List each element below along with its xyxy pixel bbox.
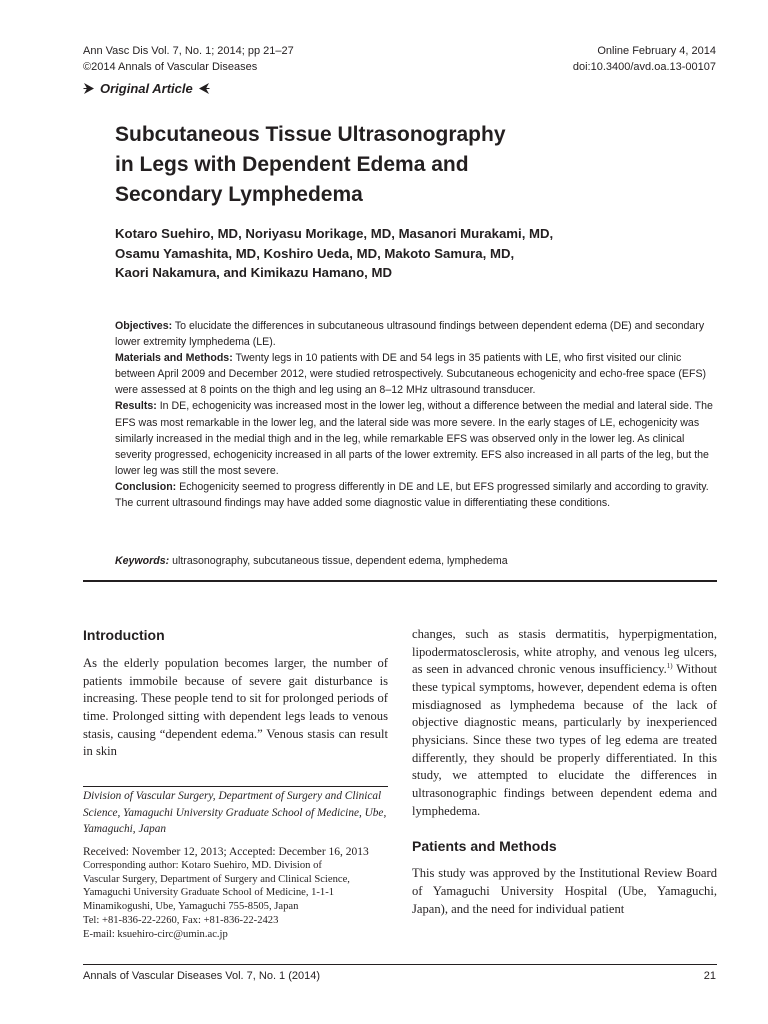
results-label: Results: [115,400,157,413]
keywords [115,553,716,569]
conclusion-label: Conclusion: [115,480,177,493]
results-text: In DE, echogenicity was increased most in the lower leg, without a difference between the medial and lateral side. The EFS was most remarkable in the lower leg, and the lateral side was more severe. In the early stages of LE, echogenicity was similarly increased in the medial thigh and in the leg, while remarkable EFS was observed only in the lower leg. As clinical severity progressed, echogenicity increased in all parts of the lower extremity. EFS also increased in all parts of the leg, but the lower leg was still the most severe. [115,400,713,477]
correspondence-line: Tel: +81-836-22-2260, Fax: +81-836-22-2423 [83,914,279,926]
correspondence-line: Yamaguchi University Graduate School of Medicine, 1-1-1 [83,887,335,899]
objectives-text: To elucidate the differences in subcutaneous ultrasound findings between dependent edema (DE) and secondary lower extremity lymphedema (LE). [115,320,705,349]
correspondence-line: Corresponding author: Kotaro Suehiro, MD. Division of [83,860,322,871]
footer-divider [83,964,717,965]
affiliation-divider [83,786,388,787]
running-header-left [83,43,294,75]
author-list [115,224,675,283]
abstract [115,318,716,511]
abstract-results [115,398,716,478]
introduction-heading: Introduction [83,627,165,643]
reference-marker: 1) [666,662,673,671]
chevron-right-icon [83,82,95,95]
correspondence [83,845,388,941]
page-number: 21 [703,970,716,982]
introduction-paragraph: As the elderly population becomes larger, the number of patients immobile because of severe gait disturbance is increasing. These people tend to sit for prolonged periods of time. Prolonged sitting with dependent legs leads to venous stasis, causing “dependent edema.” Venous stasis can result in skin [83,656,388,759]
objectives-label: Objectives: [115,320,173,332]
correspondence-line: Vascular Surgery, Department of Surgery and Clinical Science, [83,873,350,885]
patients-methods-heading: Patients and Methods [412,838,557,855]
conclusion-text: Echogenicity seemed to progress differently in DE and LE, but EFS progressed similarly and according to gravity. The current ultrasound findings may have added some diagnostic value in differentiating these conditions. [115,480,709,510]
footer-journal: Annals of Vascular Diseases Vol. 7, No. 1 (2014) [83,970,321,982]
abstract-objectives [115,318,716,350]
copyright-notice: ©2014 Annals of Vascular Diseases [83,61,258,73]
left-column [83,625,388,761]
author-line: Kaori Nakamura, and Kimikazu Hamano, MD [115,265,393,280]
author-line: Kotaro Suehiro, MD, Noriyasu Morikage, MD, Masanori Murakami, MD, [115,226,554,241]
title-line: Secondary Lymphedema [115,183,363,206]
keywords-label: Keywords: [115,555,170,567]
paragraph-text: changes, such as stasis dermatitis, hyperpigmentation, lipodermatosclerosis, white atrophy, and venous leg ulcers, as seen in advanced chronic venous insufficiency. [412,627,717,677]
correspondence-line: Minamikogushi, Ube, Yamaguchi 755-8505, Japan [83,901,299,913]
received-dates: Received: November 12, 2013; Accepted: December 16, 2013 [83,846,369,858]
journal-citation: Ann Vasc Dis Vol. 7, No. 1; 2014; pp 21–27 [83,45,294,57]
methods-label: Materials and Methods: [115,352,233,365]
correspondence-email: E-mail: ksuehiro-circ@umin.ac.jp [83,928,228,940]
author-line: Osamu Yamashita, MD, Koshiro Ueda, MD, Makoto Samura, MD, [115,245,515,261]
online-date: Online February 4, 2014 [597,45,716,57]
title-line: in Legs with Dependent Edema and [115,153,469,176]
chevron-left-icon [198,82,210,95]
doi: doi:10.3400/avd.oa.13-00107 [572,61,716,73]
abstract-methods [115,350,716,398]
methods-text: Twenty legs in 10 patients with DE and 54 legs in 35 patients with LE, who first visited our clinic between April 2009 and December 2012, were studied retrospectively. Subcutaneous echogenicity and echo-free space (EFS) were assessed at 8 points on the thigh and leg using an 8–12 MHz ultrasound transducer. [115,352,707,397]
article-title [115,120,675,210]
running-header-right [573,43,716,75]
paragraph-text: Without these typical symptoms, however, dependent edema is often misdiagnosed as lymphedema because of the lack of objective diagnostic means, particularly by inexperienced physicians. Since these two types of leg edema are treated differently, they should be properly differentiated. In this study, we attempted to elucidate the differences in ultrasonographic findings between dependent edema and lymphedema. [412,662,717,818]
section-divider [83,580,717,582]
continued-paragraph [412,626,717,820]
affiliation: Division of Vascular Surgery, Department of Surgery and Clinical Science, Yamaguchi University Graduate School of Medicine, Ube, Yamaguchi, Japan [83,790,387,835]
article-type-label [83,81,210,96]
keywords-text: ultrasonography, subcutaneous tissue, dependent edema, lymphedema [169,555,508,567]
article-type-text: Original Article [100,81,193,96]
abstract-conclusion [115,479,716,511]
right-column [412,626,717,918]
patients-methods-paragraph: This study was approved by the Institutional Review Board of Yamaguchi University Hospital (Ube, Yamaguchi, Japan), and the need for individual patient [412,866,717,916]
title-line: Subcutaneous Tissue Ultrasonography [115,123,506,146]
